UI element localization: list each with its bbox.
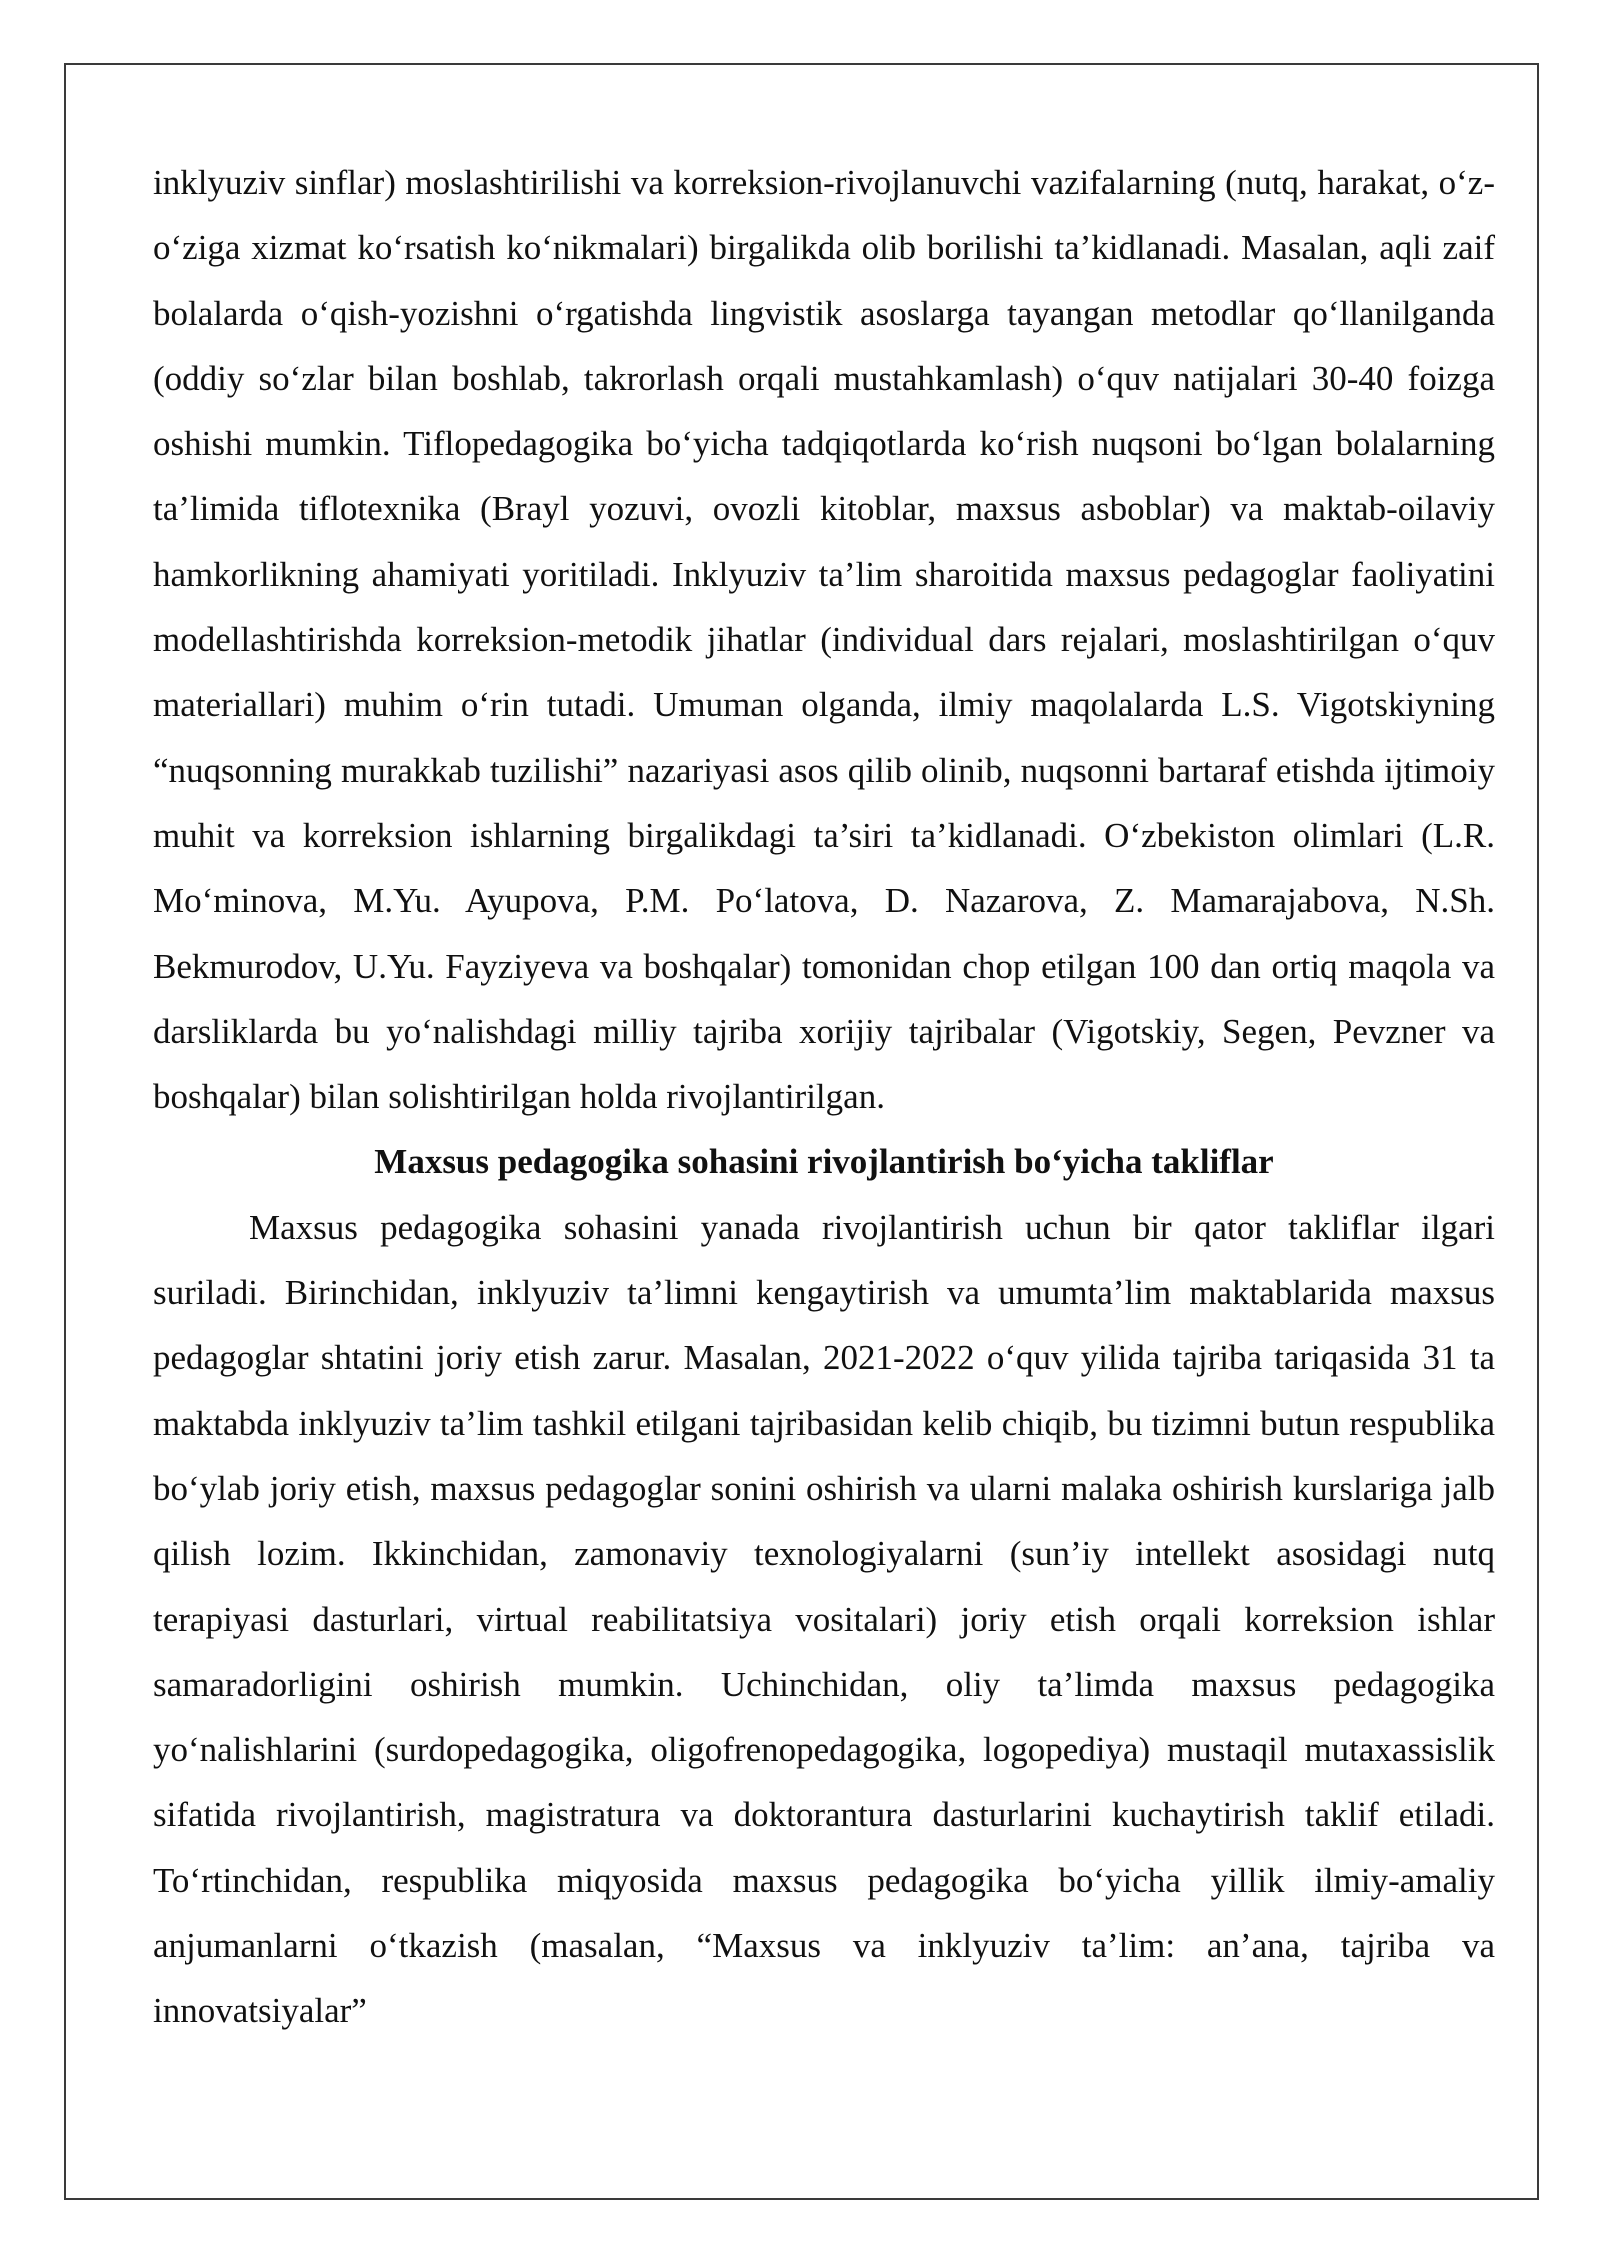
page-content xyxy=(153,150,1495,2044)
body-paragraph: inklyuziv sinflar) moslashtirilishi va korreksion-rivojlanuvchi vazifalarning (nutq, harakat, o‘z-o‘ziga xizmat ko‘rsatish ko‘nikmalari) birgalikda olib borilishi ta’kidlanadi. Masalan, aqli zaif bolalarda o‘qish-yozishni o‘rgatishda lingvistik asoslarga tayangan metodlar qo‘llanilganda (oddiy so‘zlar bilan boshlab, takrorlash orqali mustahkamlash) o‘quv natijalari 30-40 foizga oshishi mumkin. Tiflopedagogika bo‘yicha tadqiqotlarda ko‘rish nuqsoni bo‘lgan bolalarning ta’limida tiflotexnika (Brayl yozuvi, ovozli kitoblar, maxsus asboblar) va maktab-oilaviy hamkorlikning ahamiyati yoritiladi. Inklyuziv ta’lim sharoitida maxsus pedagoglar faoliyatini modellashtirishda korreksion-metodik jihatlar (individual dars rejalari, moslashtirilgan o‘quv materiallari) muhim o‘rin tutadi. Umuman olganda, ilmiy maqolalarda L.S. Vigotskiyning “nuqsonning murakkab tuzilishi” nazariyasi asos qilib olinib, nuqsonni bartaraf etishda ijtimoiy muhit va korreksion ishlarning birgalikdagi ta’siri ta’kidlanadi. O‘zbekiston olimlari (L.R. Mo‘minova, M.Yu. Ayupova, P.M. Po‘latova, D. Nazarova, Z. Mamarajabova, N.Sh. Bekmurodov, U.Yu. Fayziyeva va boshqalar) tomonidan chop etilgan 100 dan ortiq maqola va darsliklarda bu yo‘nalishdagi milliy tajriba xorijiy tajribalar (Vigotskiy, Segen, Pevzner va boshqalar) bilan solishtirilgan holda rivojlantirilgan. xyxy=(153,163,1495,1117)
body-paragraph-continued: Maxsus pedagogika sohasini yanada rivojlantirish uchun bir qator takliflar ilgari suriladi. Birinchidan, inklyuziv ta’limni kengaytirish va umumta’lim maktablarida maxsus pedagoglar shtatini joriy etish zarur. Masalan, 2021-2022 o‘quv yilida tajriba tariqasida 31 ta maktabda inklyuziv ta’lim tashkil etilgani tajribasidan kelib chiqib, bu tizimni butun respublika bo‘ylab joriy etish, maxsus pedagoglar sonini oshirish va ularni malaka oshirish kurslariga jalb qilish lozim. Ikkinchidan, zamonaviy texnologiyalarni (sun’iy intellekt asosidagi nutq terapiyasi dasturlari, virtual reabilitatsiya vositalari) joriy etish orqali korreksion ishlar samaradorligini oshirish mumkin. Uchinchidan, oliy ta’limda maxsus pedagogika yo‘nalishlarini (surdopedagogika, oligofrenopedagogika, logopediya) mustaqil mutaxassislik sifatida rivojlantirish, magistratura va doktorantura dasturlarini kuchaytirish taklif etiladi. To‘rtinchidan, respublika miqyosida maxsus pedagogika bo‘yicha yillik ilmiy-amaliy anjumanlarni o‘tkazish (masalan, “Maxsus va inklyuziv ta’lim: an’ana, tajriba va innovatsiyalar” xyxy=(153,1207,1495,2031)
section-heading: Maxsus pedagogika sohasini rivojlantirish bo‘yicha takliflar xyxy=(374,1142,1274,1182)
